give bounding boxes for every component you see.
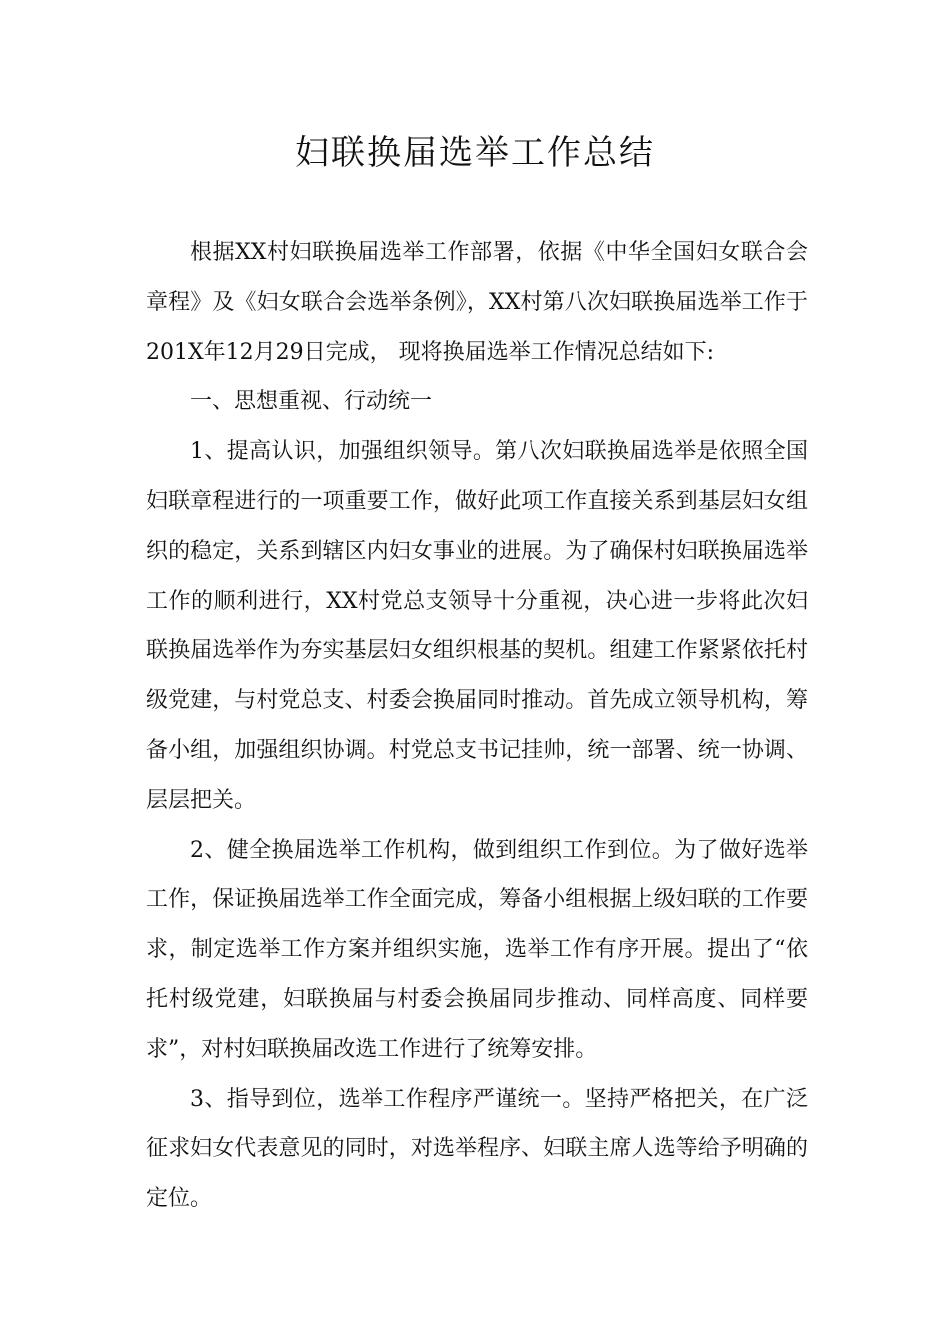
paragraph-item-2: 2、健全换届选举工作机构，做到组织工作到位。为了做好选举工作，保证换届选举工作全面完成，筹备小组根据上级妇联的工作要求，制定选举工作方案并组织实施，选举工作有序开展。提出了“依托村级党建，妇联换届与村委会换届同步推动、同样高度、同样要求”，对村妇联换届改选工作进行了统筹安排。 — [146, 837, 808, 1062]
intro-paragraph: 根据XX村妇联换届选举工作部署，依据《中华全国妇女联合会章程》及《妇女联合会选举条例》，XX村第八次妇联换届选举工作于201X年12月29日完成， 现将换届选举工作情况总结如下: — [146, 240, 808, 365]
paragraph-item-1: 1、提高认识，加强组织领导。第八次妇联换届选举是依照全国妇联章程进行的一项重要工作，做好此项工作直接关系到基层妇女组织的稳定，关系到辖区内妇女事业的进展。为了确保村妇联换届选举工作的顺利进行，XX村党总支领导十分重视，决心进一步将此次妇联换届选举作为夯实基层妇女组织根基的契机。组建工作紧紧依托村级党建，与村党总支、村委会换届同时推动。首先成立领导机构，筹备小组，加强组织协调。村党总支书记挂帅，统一部署、统一协调、层层把关。 — [146, 439, 808, 813]
section-heading-1: 一、思想重视、行动统一 — [190, 389, 433, 415]
paragraph-item-3: 3、指导到位，选举工作程序严谨统一。坚持严格把关，在广泛征求妇女代表意见的同时，对选举程序、妇联主席人选等给予明确的定位。 — [146, 1086, 808, 1212]
document-body — [146, 228, 808, 1224]
document-title: 妇联换届选举工作总结 — [295, 133, 655, 173]
